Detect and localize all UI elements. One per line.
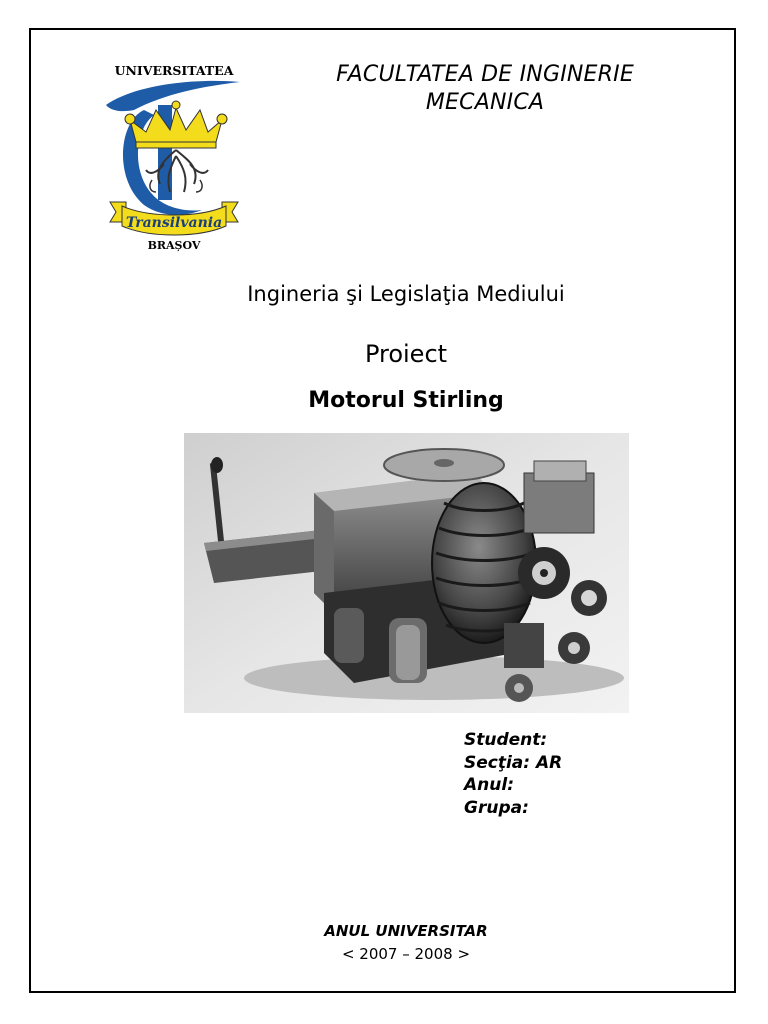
- university-crest-icon: [104, 60, 244, 255]
- stirling-engine-photo: [184, 433, 629, 713]
- project-label: Proiect: [364, 340, 448, 368]
- student-label: Student:: [464, 730, 548, 750]
- logo-ribbon-text: Transilvania: [125, 215, 223, 231]
- group-label: Grupa:: [464, 797, 529, 818]
- faculty-line-1: FACULTATEA DE INGINERIE: [336, 62, 634, 87]
- academic-year-value: < 2007 – 2008 >: [341, 945, 471, 963]
- year-label: Anul:: [464, 775, 514, 795]
- course-name: Ingineria şi Legislaţia Mediului: [247, 282, 565, 306]
- academic-year-label: ANUL UNIVERSITAR: [324, 922, 488, 940]
- project-title: Motorul Stirling: [308, 388, 504, 413]
- faculty-line-2: MECANICA: [425, 90, 545, 115]
- faculty-heading: [290, 61, 680, 117]
- student-info-block: [464, 729, 562, 819]
- logo-bottom-text: BRAȘOV: [147, 239, 201, 252]
- logo-top-text: UNIVERSITATEA: [114, 63, 234, 78]
- section-label: Secţia: AR: [464, 752, 563, 773]
